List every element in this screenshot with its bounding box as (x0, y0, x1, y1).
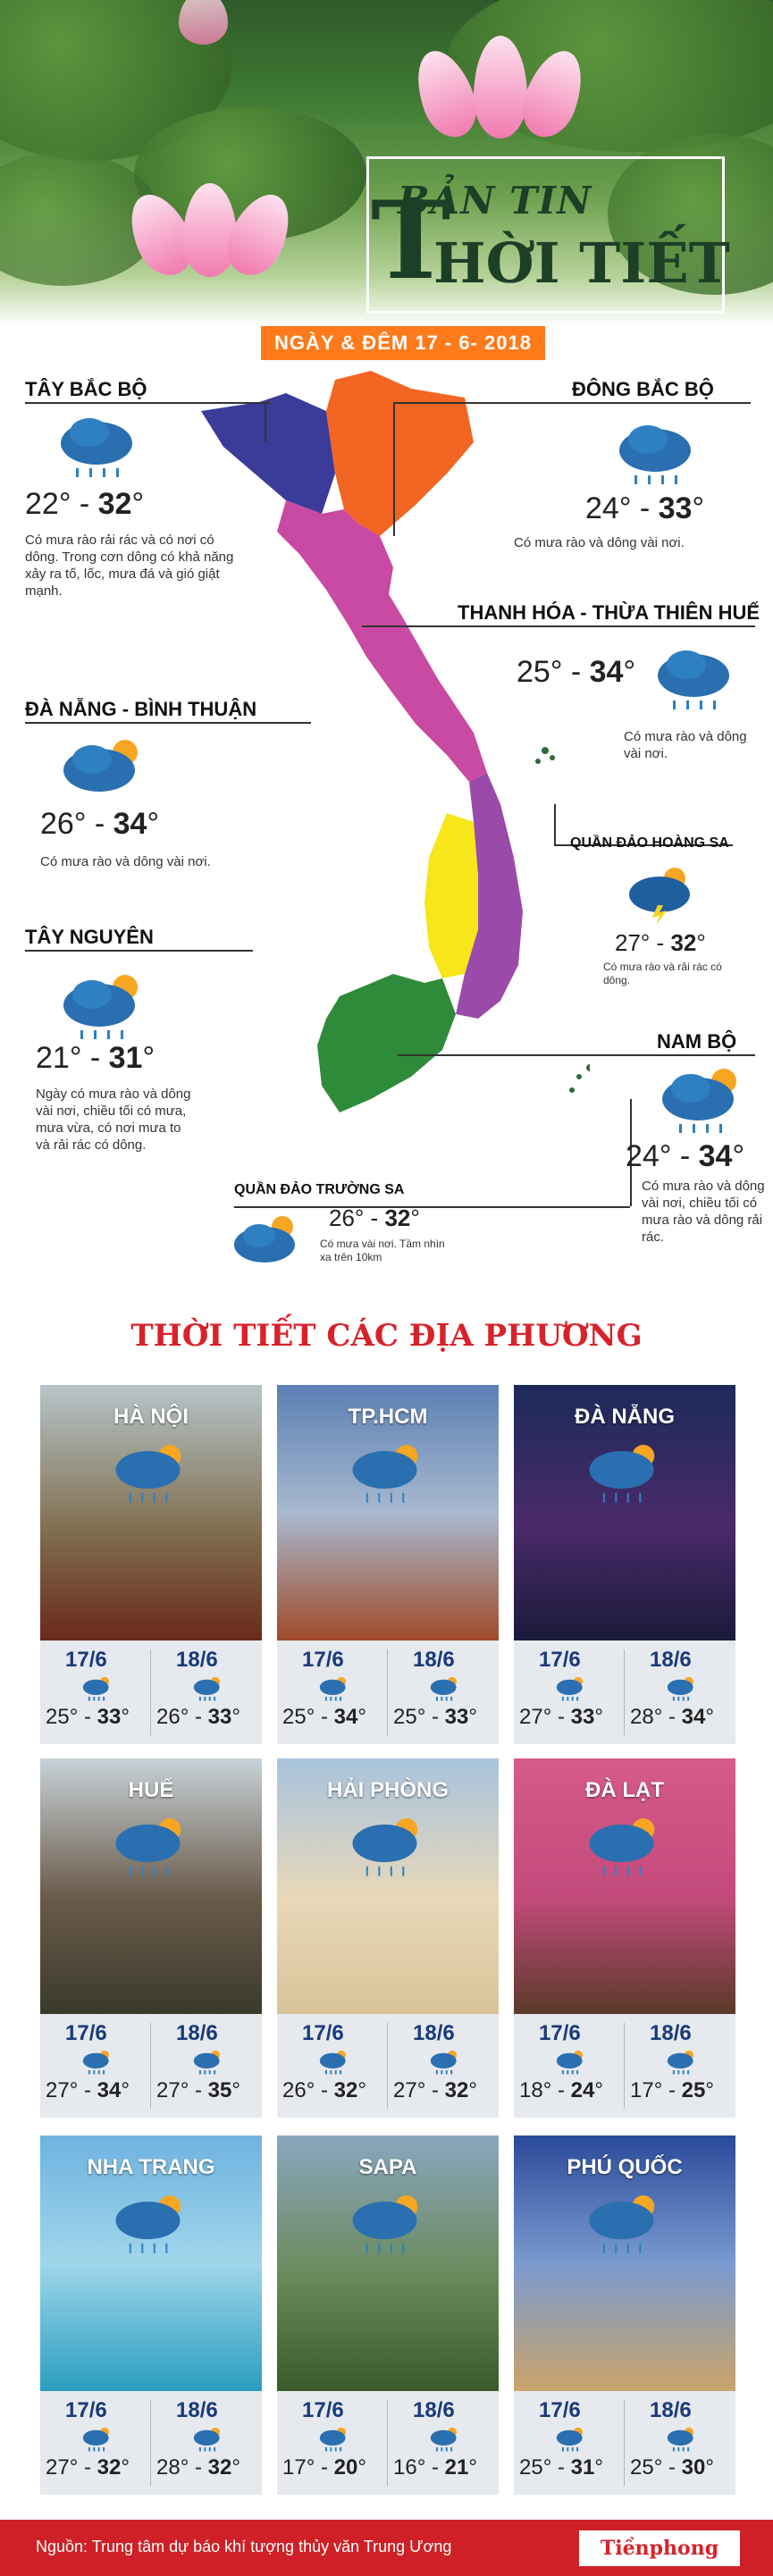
forecast-date: 18/6 (176, 2021, 218, 2045)
cloud-rain-icon (112, 2189, 192, 2259)
header-banner (0, 0, 773, 326)
region-title-truong-sa: QUẦN ĐẢO TRƯỜNG SA (234, 1182, 405, 1197)
forecast-date: 18/6 (413, 2021, 455, 2045)
sun-cloud-rain-icon (318, 2048, 350, 2077)
desc-tay-nguyen: Ngày có mưa rào và dông vài nơi, chiều tối có mưa, mưa vừa, có nơi mưa to và rải rác có dông. (36, 1087, 191, 1153)
forecast-panel (514, 1640, 735, 1744)
forecast-divider (150, 1649, 151, 1735)
city-card (277, 2135, 499, 2495)
forecast-divider (387, 2400, 388, 2486)
temp-dong-bac-bo: 24° - 33° (585, 491, 705, 525)
sun-cloud-rain-icon (429, 2425, 461, 2454)
map-region-nam-bo (317, 974, 456, 1112)
city-card (514, 1385, 735, 1744)
date-banner: NGÀY & ĐÊM 17 - 6- 2018 (261, 326, 545, 360)
leader-tay-bac-down (265, 402, 266, 442)
forecast-panel (40, 2014, 262, 2118)
city-card (277, 1385, 499, 1744)
sun-cloud-rain-icon (555, 2048, 587, 2077)
city-card (514, 2135, 735, 2495)
title-line-2: HỜI TIẾT (433, 231, 730, 296)
map-region-dong-bac (326, 371, 474, 536)
region-title-dong-bac-bo: ĐÔNG BẮC BỘ (572, 378, 714, 400)
leader-tay-nguyen (25, 950, 253, 952)
desc-truong-sa: Có mưa vài nơi. Tầm nhìn xa trên 10km (320, 1238, 445, 1263)
forecast-temp: 16° - 21° (393, 2455, 477, 2480)
region-title-nam-bo: NAM BỘ (657, 1030, 737, 1053)
forecast-divider (150, 2400, 151, 2486)
forecast-temp: 25° - 33° (46, 1705, 130, 1729)
region-title-tay-bac-bo: TÂY BẮC BỘ (25, 378, 147, 400)
cloud-rain-icon (585, 2189, 666, 2259)
city-name: NHA TRANG (87, 2155, 215, 2179)
forecast-date: 17/6 (302, 2021, 344, 2045)
forecast-panel (40, 1640, 262, 1744)
sun-cloud-rain-icon (81, 1674, 113, 1703)
title-line-1: BẢN TIN (398, 179, 592, 222)
forecast-temp: 27° - 35° (156, 2078, 240, 2102)
leader-nam-bo (398, 1054, 755, 1056)
forecast-divider (624, 2023, 625, 2109)
forecast-date: 17/6 (302, 2398, 344, 2422)
forecast-date: 17/6 (65, 2398, 107, 2422)
forecast-panel (277, 2391, 499, 2495)
temp-da-nang-binh-thuan: 26° - 34° (40, 807, 160, 841)
forecast-date: 18/6 (413, 2398, 455, 2422)
leader-thanh-hoa (362, 625, 755, 627)
sun-cloud-rain-icon (58, 969, 147, 1045)
forecast-date: 17/6 (65, 1648, 107, 1672)
forecast-panel (277, 2014, 499, 2118)
map-region-tay-bac (201, 393, 335, 514)
sun-cloud-rain-icon (318, 1674, 350, 1703)
cloud-rain-icon (612, 420, 697, 491)
desc-da-nang-binh-thuan: Có mưa rào và dông vài nơi. (40, 854, 211, 869)
forecast-panel (514, 2014, 735, 2118)
forecast-date: 18/6 (650, 2021, 692, 2045)
forecast-temp: 26° - 32° (282, 2078, 366, 2102)
forecast-temp: 28° - 32° (156, 2455, 240, 2480)
forecast-date: 17/6 (302, 1648, 344, 1672)
sun-cloud-rain-icon (318, 2425, 350, 2454)
tienphong-logo: Tiềnphong (579, 2530, 740, 2566)
forecast-divider (624, 1649, 625, 1735)
desc-dong-bac-bo: Có mưa rào và dông vài nơi. (514, 535, 685, 550)
section-title-local-weather: THỜI TIẾT CÁC ĐỊA PHƯƠNG (130, 1318, 643, 1354)
forecast-temp: 27° - 32° (393, 2078, 477, 2102)
region-title-thanh-hoa-hue: THANH HÓA - THỪA THIÊN HUẾ (458, 601, 760, 624)
leader-da-nang (25, 722, 311, 724)
sun-cloud-rain-icon (192, 2425, 224, 2454)
forecast-date: 18/6 (650, 2398, 692, 2422)
temp-thanh-hoa-hue: 25° - 34° (517, 655, 636, 689)
temp-tay-bac-bo: 22° - 32° (25, 487, 145, 521)
city-card (277, 1758, 499, 2118)
map-region-bac-trung-bo (277, 500, 487, 782)
forecast-panel (40, 2391, 262, 2495)
forecast-date: 18/6 (650, 1648, 692, 1672)
temp-hoang-sa: 27° - 32° (615, 929, 706, 956)
forecast-temp: 27° - 33° (519, 1705, 603, 1729)
forecast-temp: 26° - 33° (156, 1705, 240, 1729)
cloud-rain-icon (112, 1812, 192, 1882)
forecast-date: 17/6 (539, 2398, 581, 2422)
forecast-temp: 18° - 24° (519, 2078, 603, 2102)
sun-cloud-rain-icon (81, 2425, 113, 2454)
city-card (40, 1385, 262, 1744)
sun-cloud-icon (58, 734, 147, 797)
region-title-tay-nguyen: TÂY NGUYÊN (25, 926, 154, 948)
forecast-temp: 25° - 33° (393, 1705, 477, 1729)
desc-tay-bac-bo: Có mưa rào rải rác và có nơi có dông. Trong cơn dông có khả năng xảy ra tố, lốc, mưa đá và gió giật mạnh. (25, 533, 234, 599)
leader-dong-bac (393, 402, 751, 404)
forecast-date: 18/6 (176, 2398, 218, 2422)
map-region-tay-nguyen (424, 813, 478, 978)
forecast-temp: 27° - 32° (46, 2455, 130, 2480)
sun-cloud-rain-icon (429, 1674, 461, 1703)
forecast-panel (514, 2391, 735, 2495)
sun-cloud-rain-icon (555, 2425, 587, 2454)
temp-nam-bo: 24° - 34° (626, 1139, 745, 1173)
forecast-temp: 25° - 30° (630, 2455, 714, 2480)
city-name: ĐÀ NẴNG (575, 1405, 675, 1429)
sun-cloud-rain-icon (666, 1674, 698, 1703)
forecast-divider (150, 2023, 151, 2109)
forecast-date: 17/6 (539, 2021, 581, 2045)
forecast-date: 18/6 (413, 1648, 455, 1672)
sun-cloud-icon (626, 862, 697, 925)
desc-hoang-sa: Có mưa rào và rải rác có dông. (603, 961, 722, 986)
sun-cloud-rain-icon (666, 2425, 698, 2454)
forecast-date: 18/6 (176, 1648, 218, 1672)
leader-truong-sa (234, 1206, 630, 1208)
title-initial: T (371, 178, 451, 304)
city-name: ĐÀ LẠT (585, 1778, 664, 1802)
forecast-divider (624, 2400, 625, 2486)
city-card (40, 1758, 262, 2118)
sun-cloud-rain-icon (81, 2048, 113, 2077)
sun-cloud-rain-icon (429, 2048, 461, 2077)
forecast-divider (387, 2023, 388, 2109)
cloud-rain-icon (349, 1812, 429, 1882)
leader-tay-bac (25, 402, 271, 404)
sun-cloud-rain-icon (666, 2048, 698, 2077)
forecast-date: 17/6 (65, 2021, 107, 2045)
forecast-temp: 17° - 25° (630, 2078, 714, 2102)
temp-truong-sa: 26° - 32° (329, 1204, 420, 1231)
city-name: HẢI PHÒNG (326, 1778, 449, 1802)
leader-dong-bac-down (393, 402, 395, 536)
forecast-temp: 25° - 34° (282, 1705, 366, 1729)
region-title-da-nang-binh-thuan: ĐÀ NẴNG - BÌNH THUẬN (25, 698, 257, 720)
city-name: HÀ NỘI (113, 1405, 189, 1429)
forecast-date: 17/6 (539, 1648, 581, 1672)
cloud-rain-icon (349, 2189, 429, 2259)
vietnam-map (179, 357, 590, 1117)
city-name: HUẾ (128, 1778, 174, 1802)
temp-tay-nguyen: 21° - 31° (36, 1041, 155, 1075)
footer (0, 2520, 773, 2576)
forecast-divider (387, 1649, 388, 1735)
sun-cloud-rain-icon (555, 1674, 587, 1703)
forecast-temp: 28° - 34° (630, 1705, 714, 1729)
cloud-rain-icon (349, 1439, 429, 1508)
cloud-rain-icon (54, 413, 139, 484)
cloud-rain-icon (651, 645, 735, 717)
forecast-temp: 25° - 31° (519, 2455, 603, 2480)
cloud-rain-icon (585, 1812, 666, 1882)
forecast-panel (277, 1640, 499, 1744)
city-name: SAPA (358, 2155, 417, 2179)
leader-hoang-sa-up (554, 804, 556, 844)
city-card (514, 1758, 735, 2118)
sun-cloud-rain-icon (192, 1674, 224, 1703)
region-title-hoang-sa: QUẦN ĐẢO HOÀNG SA (570, 835, 729, 851)
cloud-rain-icon (585, 1439, 666, 1508)
desc-nam-bo: Có mưa rào và dông vài nơi, chiều tối có mưa rào và dông rải rác. (642, 1179, 765, 1245)
city-card (40, 2135, 262, 2495)
footer-source: Nguồn: Trung tâm dự báo khí tượng thủy văn Trung Ương (36, 2538, 452, 2555)
desc-thanh-hoa-hue: Có mưa rào và dông vài nơi. (624, 729, 747, 761)
city-name: PHÚ QUỐC (567, 2155, 683, 2179)
forecast-temp: 27° - 34° (46, 2078, 130, 2102)
city-name: TP.HCM (348, 1405, 428, 1429)
forecast-temp: 17° - 20° (282, 2455, 366, 2480)
sun-cloud-icon (231, 1211, 302, 1273)
sun-cloud-rain-icon (192, 2048, 224, 2077)
sun-cloud-rain-icon (657, 1063, 746, 1139)
cloud-rain-icon (112, 1439, 192, 1508)
